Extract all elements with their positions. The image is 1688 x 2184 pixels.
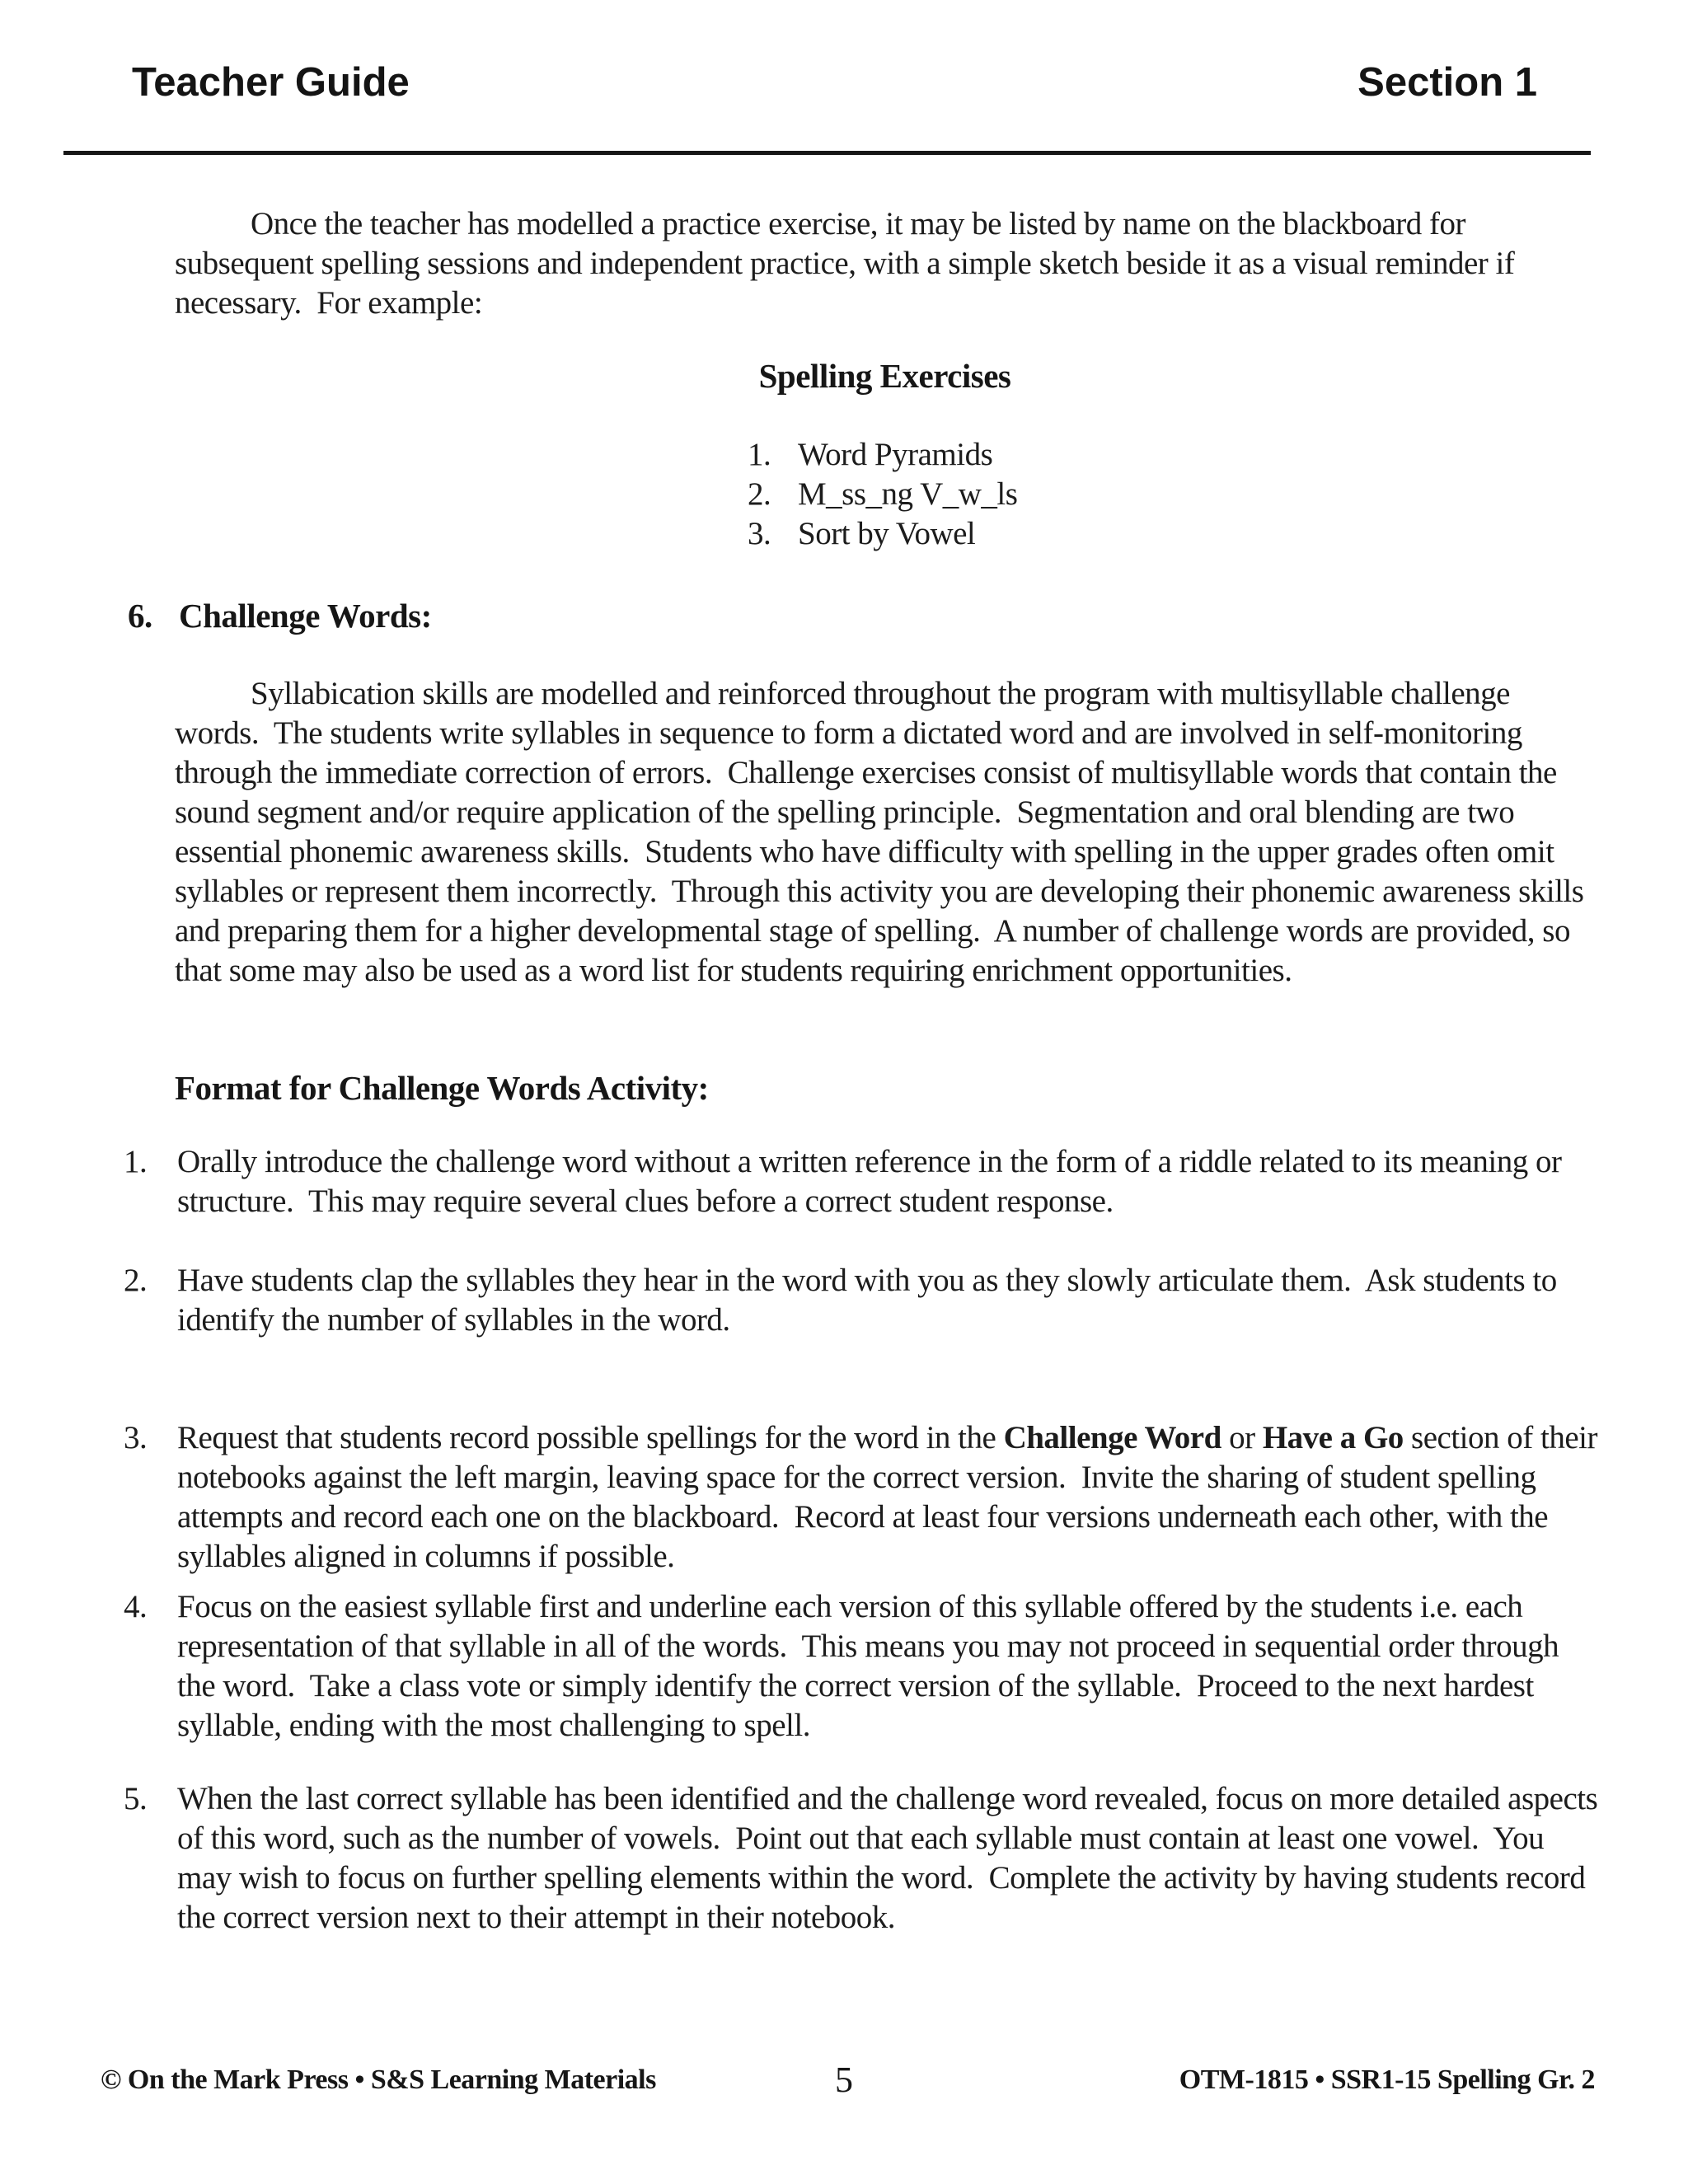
footer-product-code: OTM-1815 • SSR1-15 Spelling Gr. 2 xyxy=(1179,2064,1595,2095)
activity-item-1 xyxy=(124,1142,1599,1221)
item-number: 4. xyxy=(124,1589,148,1624)
item-number: 5. xyxy=(124,1781,148,1816)
spelling-exercises-list xyxy=(748,435,1017,554)
footer-page-number: 5 xyxy=(835,2060,853,2100)
item-text-part: Request that students record possible spellings for the word in the xyxy=(177,1420,1004,1455)
item-text: Have students clap the syllables they hear in the word with you as they slowly articulate them. Ask students to identify the number of syllables in the word. xyxy=(177,1263,1564,1338)
item-number: 3. xyxy=(124,1420,148,1455)
section-title: Challenge Words: xyxy=(179,597,432,635)
activity-item-4 xyxy=(124,1587,1599,1746)
intro-paragraph: Once the teacher has modelled a practice exercise, it may be listed by name on the blackboard for subsequent spelling sessions and independent practice, with a simple sketch beside it as a visual reminder if necessary. For example: xyxy=(175,206,1522,321)
footer-copyright: © On the Mark Press • S&S Learning Materials xyxy=(101,2064,656,2095)
item-number: 1. xyxy=(124,1144,148,1179)
item-text-bold: Challenge Word xyxy=(1003,1420,1221,1455)
item-text: When the last correct syllable has been identified and the challenge word revealed, focus on more detailed aspects of this word, such as the number of vowels. Point out that each syllable must contain at least one vowel. You may wish to focus on further spelling elements within the word. Complete the activity by having students record the correct version next to their attempt in their notebook. xyxy=(177,1781,1606,1935)
page-header-title: Teacher Guide xyxy=(132,60,410,105)
spelling-exercises-heading: Spelling Exercises xyxy=(758,357,1011,395)
item-number: 2. xyxy=(124,1263,148,1298)
list-item-number: 1. xyxy=(748,437,771,472)
format-activity-heading: Format for Challenge Words Activity: xyxy=(175,1069,709,1107)
list-item-label: Sort by Vowel xyxy=(798,516,976,551)
activity-item-2 xyxy=(124,1261,1599,1340)
header-rule xyxy=(63,151,1591,155)
activity-item-3 xyxy=(124,1418,1606,1577)
list-item xyxy=(748,475,1017,514)
list-item-number: 2. xyxy=(748,476,771,512)
item-text xyxy=(177,1418,1606,1577)
activity-item-5 xyxy=(124,1779,1606,1938)
section-number: 6. xyxy=(128,597,152,635)
list-item-label: Word Pyramids xyxy=(798,437,993,472)
list-item xyxy=(748,514,1017,554)
item-text-part: section of their notebooks against the left margin, leaving space for the correct version. Invite the sharing of student spelling attempts and record each one on the blackboard. Record at least four versions underneath each other, with the syllables aligned in columns if possible. xyxy=(177,1420,1606,1574)
list-item-label: M_ss_ng V_w_ls xyxy=(798,476,1018,512)
item-text: Focus on the easiest syllable first and underline each version of this syllable offered by the students i.e. each representation of that syllable in all of the words. This means you may not proceed in sequential order through the word. Take a class vote or simply identify the correct version of the syllable. Proceed to the next hardest syllable, ending with the most challenging to spell. xyxy=(177,1589,1567,1743)
page-header-section: Section 1 xyxy=(1357,60,1537,105)
list-item-number: 3. xyxy=(748,516,771,551)
challenge-words-heading xyxy=(128,596,432,635)
list-item xyxy=(748,435,1017,475)
challenge-words-paragraph: Syllabication skills are modelled and reinforced throughout the program with multisyllable challenge words. The students write syllables in sequence to form a dictated word and are involved in self-monitoring through the immediate correction of errors. Challenge exercises consist of multisyllable words that contain the sound segment and/or require application of the spelling principle. Segmentation and oral blending are two essential phonemic awareness skills. Students who have difficulty with spelling in the upper grades often omit syllables or represent them incorrectly. Through this activity you are developing their phonemic awareness skills and preparing them for a higher developmental stage of spelling. A number of challenge words are provided, so that some may also be used as a word list for students requiring enrichment opportunities. xyxy=(175,676,1592,988)
item-text: Orally introduce the challenge word without a written reference in the form of a riddle related to its meaning or structure. This may require several clues before a correct student response. xyxy=(177,1144,1569,1219)
item-text-bold: Have a Go xyxy=(1262,1420,1404,1455)
item-text-part: or xyxy=(1221,1420,1263,1455)
